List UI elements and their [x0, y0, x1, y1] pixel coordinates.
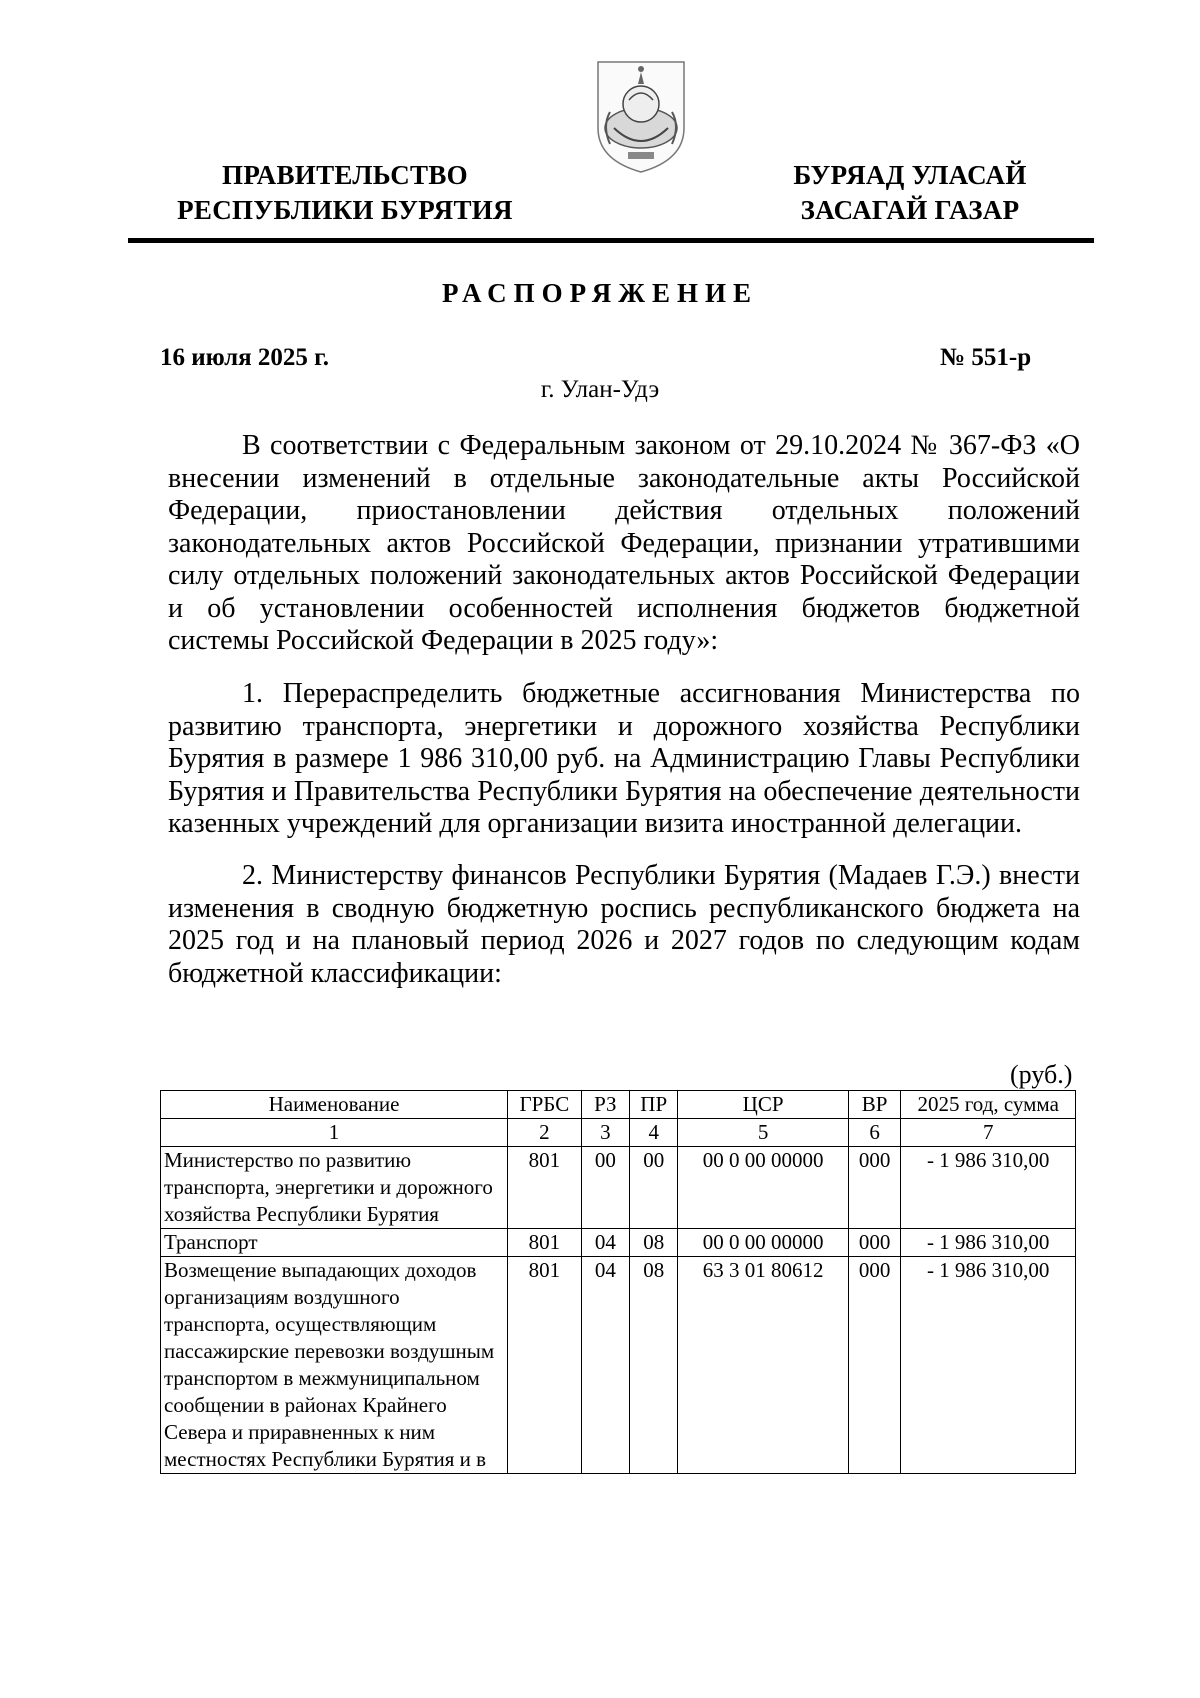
header-grbs: ГРБС [508, 1091, 582, 1119]
row-name: Министерство по развитию транспорта, энергетики и дорожного хозяйства Республики Бурятия [161, 1147, 508, 1229]
row-sum: - 1 986 310,00 [901, 1147, 1076, 1229]
row-csr: 63 3 01 80612 [678, 1257, 848, 1474]
preamble-paragraph: В соответствии с Федеральным законом от 29.10.2024 № 367-ФЗ «О внесении изменений в отдельные законодательные акты Российской Федерации, приостановлении действия отдельных положений законодательных актов Российской Федерации, признании утратившими силу отдельных положений законодательных актов Российской Федерации и об установлении особенностей исполнения бюджетов бюджетной системы Российской Федерации в 2025 году»: [168, 430, 1080, 656]
document-date: 16 июля 2025 г. [160, 344, 329, 371]
row-sum: - 1 986 310,00 [901, 1257, 1076, 1474]
row-vr: 000 [848, 1147, 901, 1229]
row-pr: 08 [630, 1257, 678, 1474]
header-right-line1: БУРЯАД УЛАСАЙ [793, 160, 1027, 190]
table-header-row [161, 1091, 1076, 1119]
table-row [161, 1147, 1076, 1229]
header-rz: РЗ [581, 1091, 629, 1119]
col-number: 7 [901, 1119, 1076, 1147]
header-right-line2: ЗАСАГАЙ ГАЗАР [800, 195, 1020, 225]
row-csr: 00 0 00 00000 [678, 1229, 848, 1257]
row-vr: 000 [848, 1257, 901, 1474]
table-row [161, 1257, 1076, 1474]
row-name: Транспорт [161, 1229, 508, 1257]
header-sum: 2025 год, сумма [901, 1091, 1076, 1119]
table-row [161, 1229, 1076, 1257]
col-number: 1 [161, 1119, 508, 1147]
row-pr: 00 [630, 1147, 678, 1229]
row-rz: 04 [581, 1229, 629, 1257]
row-grbs: 801 [508, 1257, 582, 1474]
row-csr: 00 0 00 00000 [678, 1147, 848, 1229]
table-column-numbers-row [161, 1119, 1076, 1147]
currency-unit-label: (руб.) [1010, 1060, 1073, 1089]
row-rz: 00 [581, 1147, 629, 1229]
row-name: Возмещение выпадающих доходов организациям воздушного транспорта, осуществляющим пассажирские перевозки воздушным транспортом в межмуниципальном сообщении в районах Крайнего Севера и приравненных к ним местностях Республики Бурятия и в [161, 1257, 508, 1474]
clause-1-paragraph: 1. Перераспределить бюджетные ассигнования Министерства по развитию транспорта, энергетики и дорожного хозяйства Республики Бурятия в размере 1 986 310,00 руб. на Администрацию Главы Республики Бурятия и Правительства Республики Бурятия на обеспечение деятельности казенных учреждений для организации визита иностранной делегации. [168, 678, 1080, 839]
col-number: 2 [508, 1119, 582, 1147]
row-pr: 08 [630, 1229, 678, 1257]
coat-of-arms-buryatia-icon [592, 56, 690, 176]
row-vr: 000 [848, 1229, 901, 1257]
budget-classification-table [160, 1090, 1076, 1474]
header-name: Наименование [161, 1091, 508, 1119]
header-csr: ЦСР [678, 1091, 848, 1119]
header-vr: ВР [848, 1091, 901, 1119]
header-divider [128, 238, 1094, 243]
col-number: 5 [678, 1119, 848, 1147]
row-rz: 04 [581, 1257, 629, 1474]
row-grbs: 801 [508, 1147, 582, 1229]
col-number: 4 [630, 1119, 678, 1147]
document-number: № 551-р [940, 344, 1032, 371]
clause-2-paragraph: 2. Министерству финансов Республики Бурятия (Мадаев Г.Э.) внести изменения в сводную бюджетную роспись республиканского бюджета на 2025 год и на плановый период 2026 и 2027 годов по следующим кодам бюджетной классификации: [168, 860, 1080, 989]
document-title: РАСПОРЯЖЕНИЕ [441, 278, 759, 308]
government-name-buryat [750, 158, 1070, 228]
document-city: г. Улан-Удэ [540, 376, 660, 403]
row-sum: - 1 986 310,00 [901, 1229, 1076, 1257]
row-grbs: 801 [508, 1229, 582, 1257]
header-left-line2: РЕСПУБЛИКИ БУРЯТИЯ [177, 195, 513, 225]
header-left-line1: ПРАВИТЕЛЬСТВО [222, 160, 468, 190]
col-number: 6 [848, 1119, 901, 1147]
header-pr: ПР [630, 1091, 678, 1119]
government-name-russian [160, 158, 530, 228]
col-number: 3 [581, 1119, 629, 1147]
